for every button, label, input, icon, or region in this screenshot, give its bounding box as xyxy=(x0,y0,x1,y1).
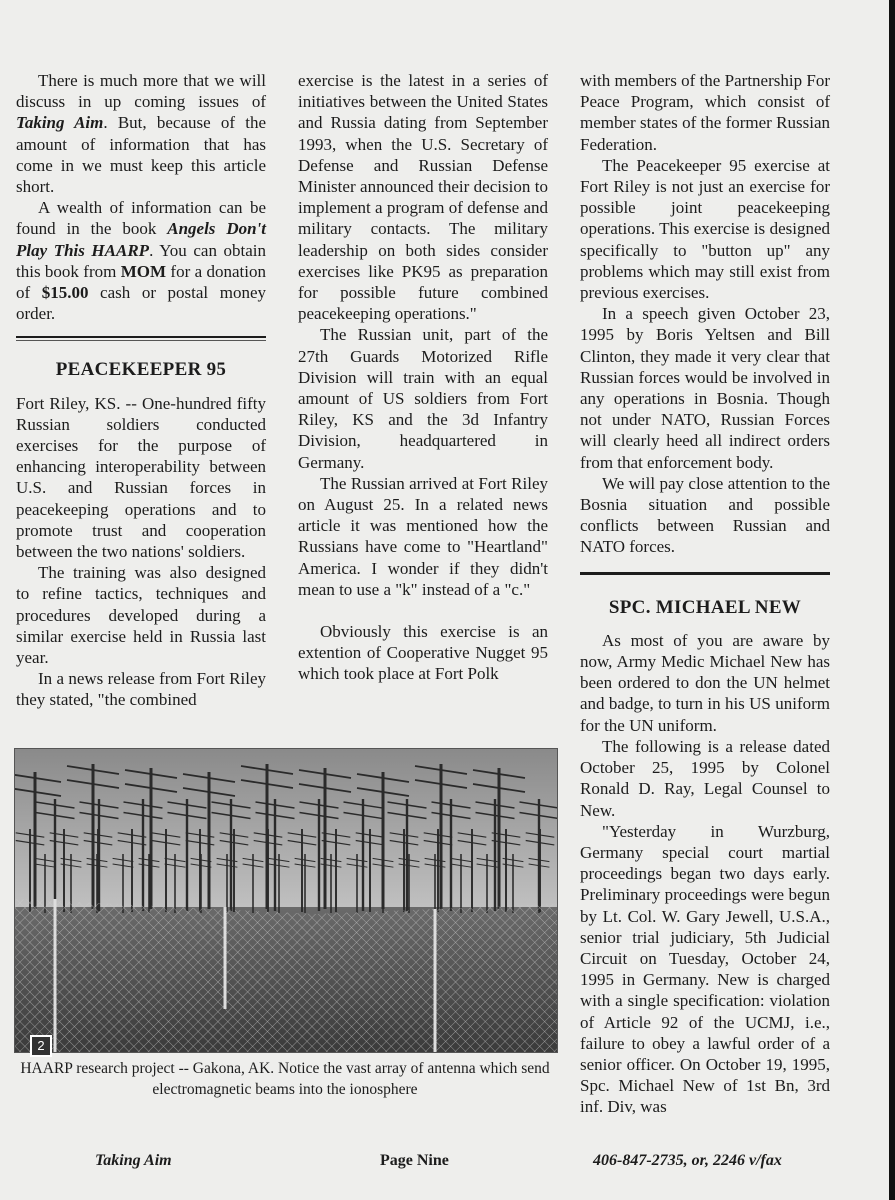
haarp-photo xyxy=(14,748,558,1053)
col1-p2-text-g: cash or postal money order. xyxy=(16,283,266,324)
page-edge xyxy=(889,0,895,1200)
column-3 xyxy=(580,70,830,1118)
col1-p1-text-a: There is much more that we will discuss in up coming issues of xyxy=(16,71,266,112)
col1-p1-text-c: . But, because of the amount of information that has come in we must keep this article short. xyxy=(16,113,267,197)
col3-paragraph-7: "Yesterday in Wurzburg, Germany special court martial proceedings began two days early. Preliminary proceedings were begun by Lt. Col. W. Gary Jewell, U.S.A., senior trial judiciary, 5th Judicial Circuit on Tuesday, October 24, 1995 in Germany. New is charged with a single specification: violation of Article 92 of the UCMJ, i.e., failure to obey a lawful order of a senior officer. On October 19, 1995, Spc. Michael New of 1st Bn, 3rd inf. Div, was xyxy=(580,821,830,1117)
col3-paragraph-3: In a speech given October 23, 1995 by Boris Yeltsen and Bill Clinton, they made it very clear that Russian forces would be involved in any operations in Bosnia. Though not under NATO, Russian Forces will clearly heed all indirect orders from that enforcement body. xyxy=(580,304,830,472)
col2-paragraph-1: exercise is the latest in a series of initiatives between the United States and Russia dating from September 1993, when the U.S. Secretary of Defense and Russian Defense Minister announced their decision to implement a program of defense and military contacts. The military leadership on both sides consider exercises like PK95 as preparation for possible future combined peacekeeping operations." xyxy=(298,71,548,324)
col2-paragraph-4: Obviously this exercise is an extention of Cooperative Nugget 95 which took place at Fort Polk xyxy=(298,622,548,684)
col1-p2-text-a: A wealth of information can be found in the book xyxy=(16,198,266,239)
newsletter-title-ref: Taking Aim xyxy=(16,113,104,133)
section-divider xyxy=(16,336,266,341)
col3-paragraph-1: with members of the Partnership For Peace Program, which consist of member states of the former Russian Federation. xyxy=(580,71,830,154)
mom-ref: MOM xyxy=(120,261,167,281)
section-divider-2 xyxy=(580,572,830,577)
col3-paragraph-6: The following is a release dated October 25, 1995 by Colonel Ronald D. Ray, Legal Counsel to New. xyxy=(580,736,830,820)
col3-paragraph-5: As most of you are aware by now, Army Medic Michael New has been ordered to don the UN helmet and badge, to turn in his US uniform for the UN uniform. xyxy=(580,630,830,735)
antenna-array-image xyxy=(15,749,557,1052)
col1-p2-text-c: . You can obtain this book from xyxy=(16,240,266,281)
michael-new-heading: SPC. MICHAEL NEW xyxy=(608,596,802,618)
col1-paragraph-3: Fort Riley, KS. -- One-hundred fifty Russian soldiers conducted exercises for the purpose of enhancing interoperability between U.S. and Russian forces in peacekeeping operations and to promote trust and cooperation between the two nations' soldiers. xyxy=(16,393,266,562)
col2-paragraph-3: The Russian arrived at Fort Riley on August 25. In a related news article it was mentioned how the Russians have come to "Heartland" America. I wonder if they didn't mean to use a "k" instead of a "c." xyxy=(298,473,548,599)
photo-caption: HAARP research project -- Gakona, AK. Notice the vast array of antenna which send electromagnetic beams into the ionosphere xyxy=(20,1060,550,1098)
footer-phone: 406-847-2735, or, 2246 v/fax xyxy=(593,1152,782,1169)
col1-paragraph-2 xyxy=(16,197,266,324)
photo-number-badge: 2 xyxy=(30,1035,52,1057)
col2-paragraph-2: The Russian unit, part of the 27th Guards Motorized Rifle Division will train with an equal amount of US soldiers from Fort Riley, KS and the 3d Infantry Division, headquartered in Germany. xyxy=(298,325,548,472)
col1-paragraph-5: In a news release from Fort Riley they stated, "the combined xyxy=(16,669,266,710)
col1-paragraph-1 xyxy=(16,70,266,197)
column-1 xyxy=(16,70,266,711)
column-2 xyxy=(298,70,548,685)
col3-paragraph-4: We will pay close attention to the Bosnia situation and possible conflicts between Russian and NATO forces. xyxy=(580,473,830,557)
col3-paragraph-2: The Peacekeeper 95 exercise at Fort Riley is not just an exercise for possible joint peacekeeping operations. This exercise is designed specifically to "button up" any problems which may still exist from previous exercises. xyxy=(580,155,830,303)
col1-p2-text-e: for a donation of xyxy=(16,261,267,303)
peacekeeper-heading: PEACEKEEPER 95 xyxy=(55,359,227,381)
book-title: Angels Don't Play This HAARP xyxy=(16,219,267,260)
footer-page-number: Page Nine xyxy=(380,1152,449,1169)
col1-paragraph-4: The training was also designed to refine tactics, techniques and procedures developed during a similar exercise held in Russia last year. xyxy=(16,563,266,668)
footer-publication: Taking Aim xyxy=(95,1152,172,1169)
donation-amount: $15.00 xyxy=(41,283,89,303)
